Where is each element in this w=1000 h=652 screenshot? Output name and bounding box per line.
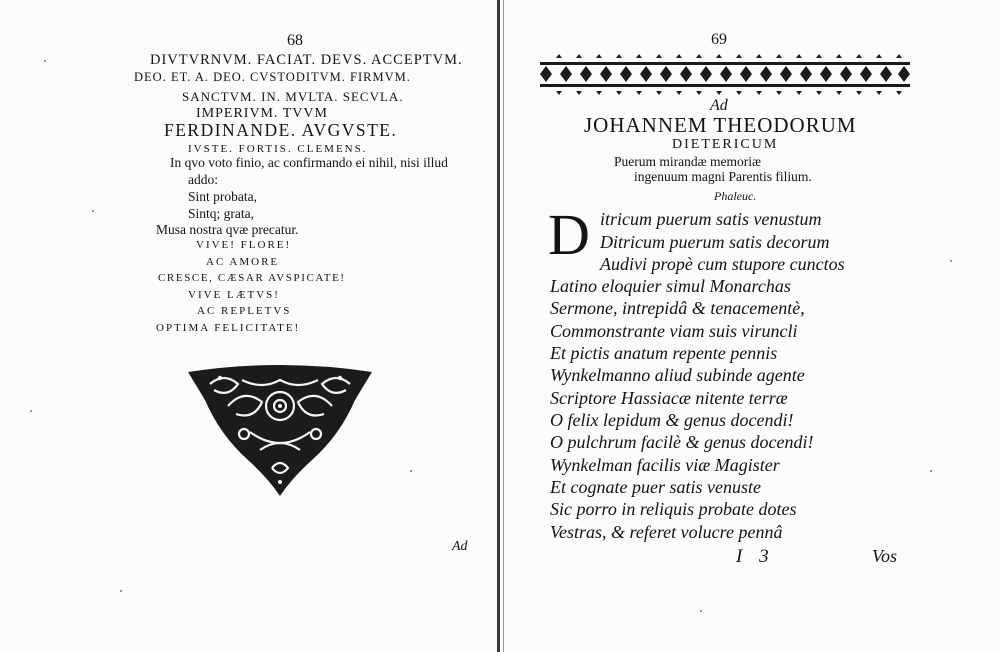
right-page [504, 0, 1000, 652]
page-number: 68 [287, 32, 303, 49]
drop-capital: D [548, 202, 590, 267]
subtitle-line: ingenuum magni Parentis filium. [634, 169, 812, 184]
verse-line: Latino eloquier simul Monarchas [550, 276, 791, 296]
subtitle-line: Puerum mirandæ memoriæ [614, 154, 761, 169]
inscription-line: FERDINANDE. AVGVSTE. [164, 120, 398, 140]
acclamation-line: AC AMORE [206, 256, 280, 268]
verse-line: Sintq; grata, [188, 206, 254, 221]
meter-label: Phaleuc. [714, 189, 757, 203]
verse-line: O felix lepidum & genus docendi! [550, 410, 794, 430]
verse-line: Scriptore Hassiacæ nitente terræ [550, 388, 788, 408]
prose-line: addo: [188, 172, 218, 187]
verse-line: Ditricum puerum satis decorum [600, 232, 830, 252]
acclamation-line: CRESCE, CÆSAR AVSPICATE! [158, 272, 346, 284]
paper-speck [410, 470, 412, 472]
verse-line: Sint probata, [188, 189, 257, 204]
inscription-line: SANCTVM. IN. MVLTA. SECVLA. [182, 89, 404, 104]
verse-line: Commonstrante viam suis viruncli [550, 321, 798, 341]
inscription-line: IVSTE. FORTIS. CLEMENS. [188, 143, 368, 155]
inscription-line: DEO. ET. A. DEO. CVSTODITVM. FIRMVM. [134, 70, 411, 84]
page-number: 69 [711, 31, 727, 48]
ornament-headpiece [540, 54, 910, 96]
acclamation-line: VIVE! FLORE! [196, 239, 292, 251]
verse-line: Et cognate puer satis venuste [550, 477, 761, 497]
signature-mark: I 3 [736, 546, 775, 567]
catchword: Ad [452, 539, 468, 554]
acclamation-line: VIVE LÆTVS! [188, 289, 280, 301]
verse-line: Sermone, intrepidâ & tenacementè, [550, 298, 805, 318]
verse-line: Wynkelman facilis viæ Magister [550, 455, 780, 475]
binding-gutter [497, 0, 500, 652]
verse-line: Audivi propè cum stupore cunctos [600, 254, 845, 274]
prose-line: In qvo voto finio, ac confirmando ei nihil, nisi illud [170, 155, 448, 170]
paper-speck [700, 610, 702, 612]
paper-speck [950, 260, 952, 262]
verse-line: Sic porro in reliquis probate dotes [550, 499, 797, 519]
catchword: Vos [872, 546, 898, 566]
paper-speck [44, 60, 46, 62]
verse-line: O pulchrum facilè & genus docendi! [550, 432, 814, 452]
inscription-line: IMPERIVM. TVVM [196, 106, 328, 121]
left-page [0, 0, 496, 652]
inscription-line: DIVTVRNVM. FACIAT. DEVS. ACCEPTVM. [150, 52, 463, 68]
title-line: JOHANNEM THEODORUM [584, 113, 857, 137]
verse-line: Vestras, & referet volucre pennâ [550, 522, 783, 542]
paper-speck [30, 410, 32, 412]
verse-line: Musa nostra qvæ precatur. [156, 222, 299, 237]
paper-speck [120, 590, 122, 592]
ornament-tailpiece [180, 360, 380, 500]
acclamation-line: OPTIMA FELICITATE! [156, 322, 301, 334]
verse-line: Et pictis anatum repente pennis [550, 343, 778, 363]
verse-line: Wynkelmanno aliud subinde agente [550, 365, 805, 385]
title-line: DIETERICUM [672, 137, 779, 152]
paper-speck [92, 210, 94, 212]
paper-speck [930, 470, 932, 472]
acclamation-line: AC REPLETVS [197, 305, 292, 317]
heading-ad: Ad [710, 97, 728, 114]
verse-line: itricum puerum satis venustum [600, 209, 822, 229]
